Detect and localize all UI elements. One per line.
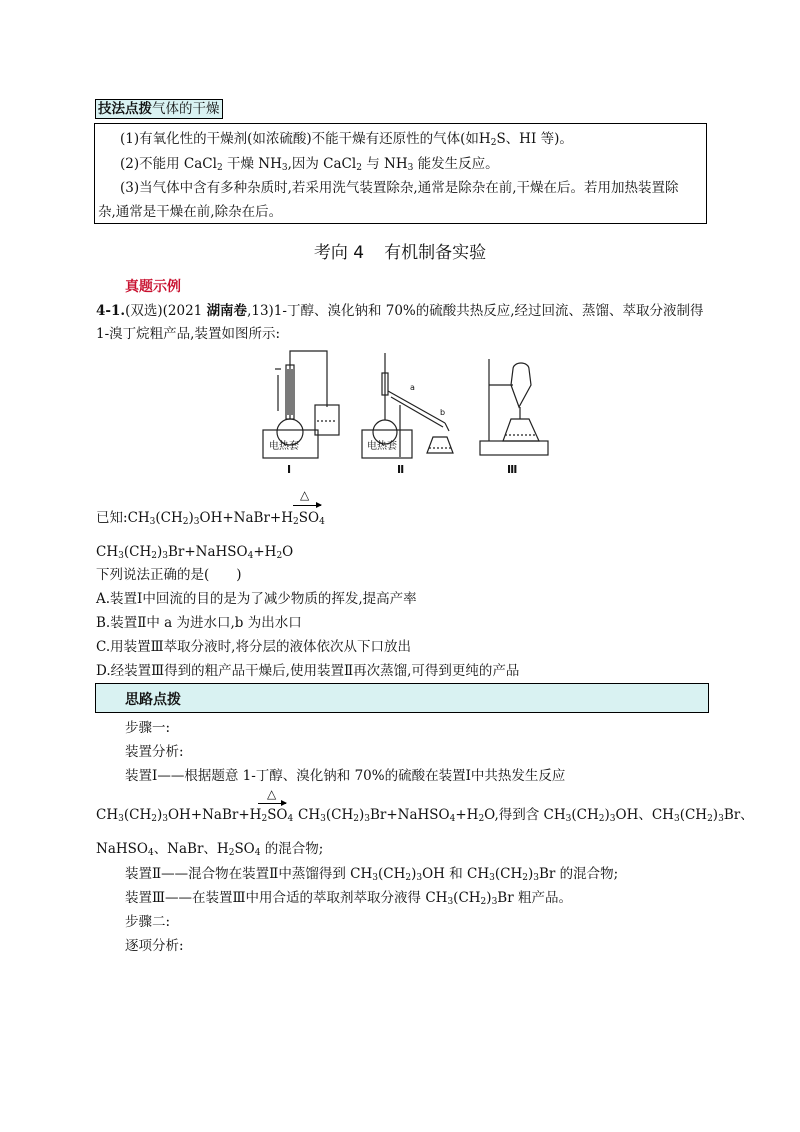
section-title: 有机制备实验 [384, 243, 487, 263]
question-source-bold: 湖南卷 [206, 303, 248, 319]
roman-2: Ⅱ [397, 463, 405, 475]
question-source-post: ,13)1-丁醇、溴化钠和 70%的硫酸共热反应,经过回流、蒸馏、萃取分液制得 [247, 303, 704, 319]
tip-line-4: 杂,通常是干燥在前,除杂在后。 [98, 204, 283, 220]
eq-line2: NaHSO$_4$、NaBr、$H_2SO_4$ 的混合物; [96, 841, 324, 858]
question-prompt: 下列说法正确的是( ) [96, 567, 242, 583]
device2-text: 装置Ⅱ——混合物在装置Ⅱ中蒸馏得到 $CH_3(CH_2)_3OH$ 和 $CH_3(CH_2)_3Br$ 的混合物; [125, 866, 619, 883]
tip-label [95, 99, 223, 119]
analysis-header-box [95, 683, 709, 713]
conical-flask [503, 419, 539, 441]
heater-label-1: 电热套 [269, 441, 299, 452]
option-a: A.装置Ⅰ中回流的目的是为了减少物质的挥发,提高产率 [96, 591, 417, 607]
eq-reactants: $CH_3(CH_2)_3OH+NaBr+H_2SO_4$ [96, 807, 294, 824]
receiving-flask [427, 437, 453, 453]
option-d: D.经装置Ⅲ得到的粗产品干燥后,使用装置Ⅱ再次蒸馏,可得到更纯的产品 [96, 663, 520, 679]
apparatus-analysis: 装置分析: [125, 744, 184, 760]
device3-text: 装置Ⅲ——在装置Ⅲ中用合适的萃取剂萃取分液得 $CH_3(CH_2)_3Br$ 粗产品。 [125, 890, 572, 907]
step2: 步骤二: [125, 914, 171, 930]
stand-base [480, 441, 548, 455]
device1-text: 装置Ⅰ——根据题意 1-丁醇、溴化钠和 70%的硫酸在装置Ⅰ中共热发生反应 [125, 768, 566, 784]
label-b: b [440, 408, 446, 417]
roman-3: Ⅲ [507, 463, 518, 475]
roman-1: Ⅰ [287, 463, 292, 475]
question-line-2: 1-溴丁烷粗产品,装置如图所示: [96, 326, 280, 342]
condenser-2 [388, 391, 445, 423]
option-c: C.用装置Ⅲ萃取分液时,将分层的液体依次从下口放出 [96, 639, 411, 655]
known-arrow [293, 505, 321, 506]
label-a: a [410, 383, 415, 392]
apparatus-figure [255, 345, 560, 475]
eq-arrow [258, 803, 286, 804]
question-line-1 [96, 302, 704, 320]
option-b: B.装置Ⅱ中 a 为进水口,b 为出水口 [96, 615, 302, 631]
section-number: 考向 4 [313, 243, 365, 263]
tip-line-1: (1)有氧化性的干燥剂(如浓硫酸)不能干燥有还原性的气体(如$H_2S$、HI 等)。 [120, 131, 573, 148]
example-label: 真题示例 [125, 279, 181, 295]
section-heading [0, 238, 800, 263]
question-tag: (双选) [125, 303, 163, 319]
known-delta: △ [300, 488, 310, 502]
tip-label-rest: 气体的干燥 [152, 101, 220, 117]
question-source-pre: (2021 [162, 303, 207, 319]
eq-products: $CH_3(CH_2)_3Br+NaHSO_4+H_2O$,得到含 $CH_3(CH_2)_3OH$、$CH_3(CH_2)_3Br$、 [298, 807, 754, 824]
separatory-funnel [511, 363, 531, 407]
analysis-label: 思路点拨 [125, 692, 181, 708]
eq-delta: △ [267, 787, 277, 801]
known-products: $CH_3(CH_2)_3Br+NaHSO_4+H_2O$ [96, 544, 294, 561]
question-number: 4-1. [96, 303, 126, 319]
tip-line-2: (2)不能用 CaCl$_2$ 干燥 $NH_3$,因为 CaCl$_2$ 与 $NH_3$ 能发生反应。 [120, 156, 499, 173]
heater-label-2: 电热套 [367, 441, 397, 452]
known-reactants-line [96, 509, 325, 527]
known-prefix: 已知: [96, 510, 128, 526]
item-analysis: 逐项分析: [125, 938, 184, 954]
tip-label-bold: 技法点拨 [98, 101, 152, 117]
step1: 步骤一: [125, 720, 171, 736]
beaker-1 [315, 405, 339, 435]
known-reactants: $CH_3(CH_2)_3OH+NaBr+H_2SO_4$ [127, 510, 325, 527]
tip-line-3: (3)当气体中含有多种杂质时,若采用洗气装置除杂,通常是除杂在前,干燥在后。若用加热装置除 [120, 180, 679, 196]
